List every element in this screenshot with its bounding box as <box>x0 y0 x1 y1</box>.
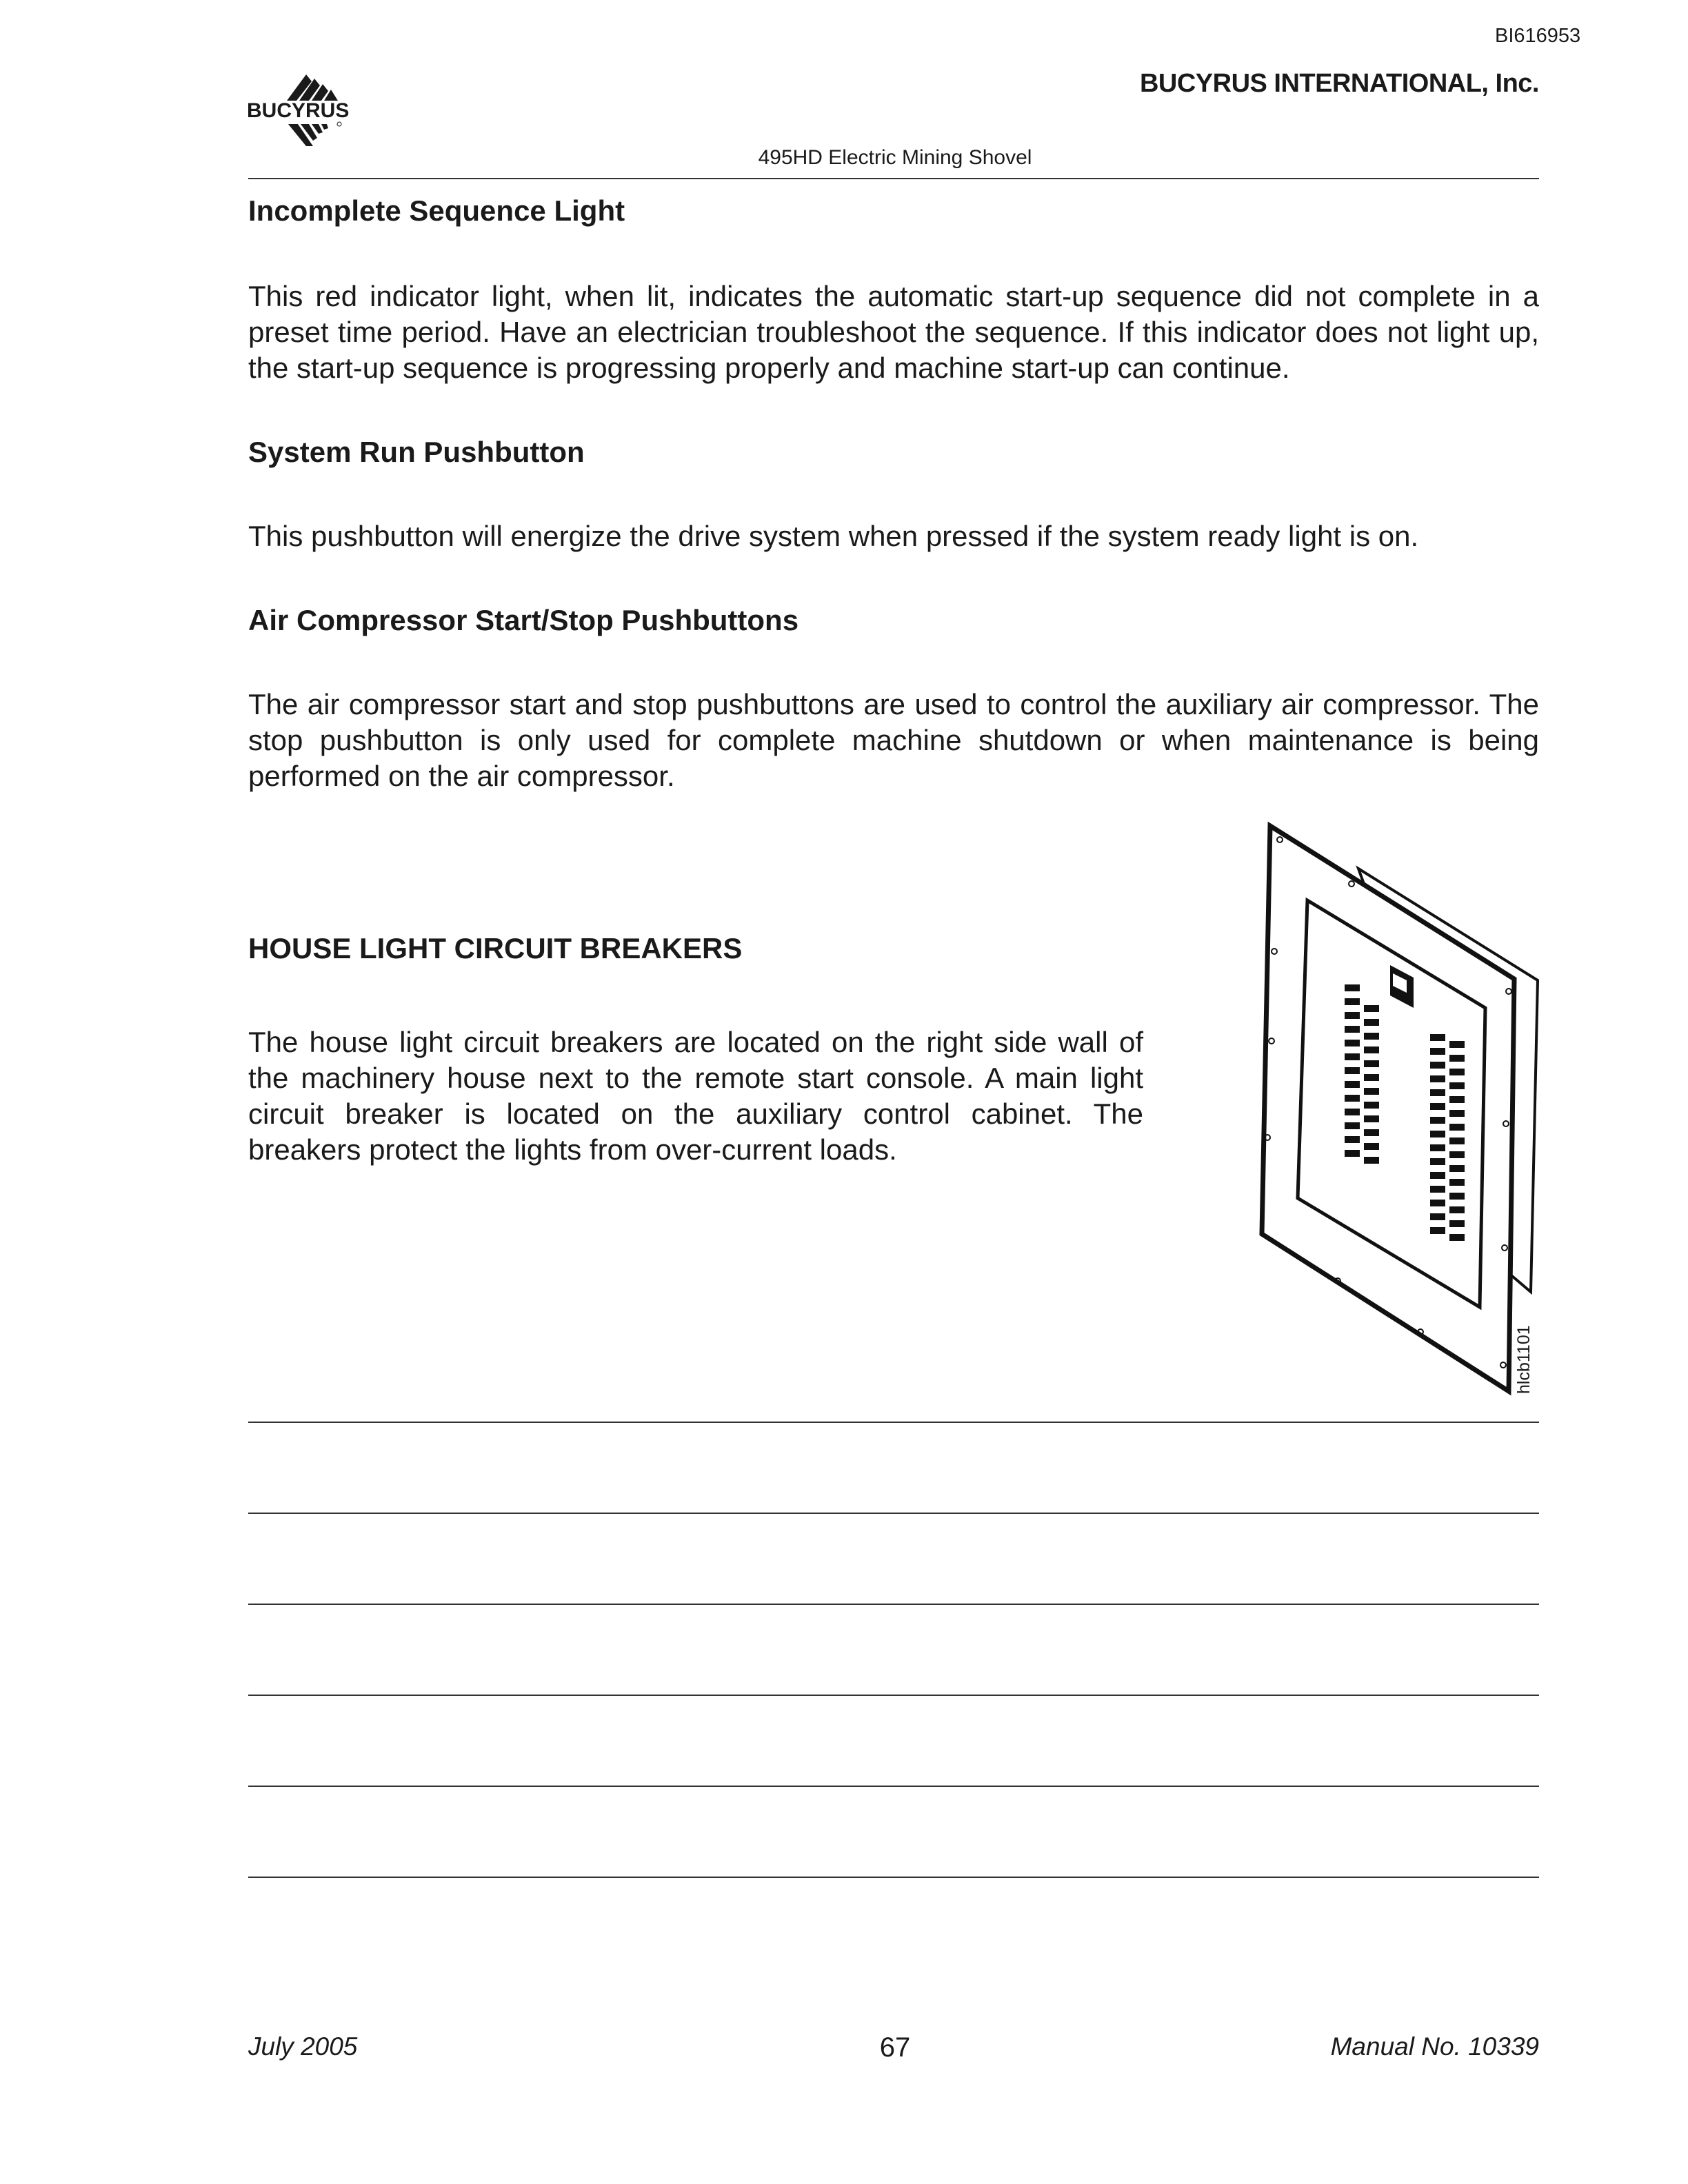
heading-air-compressor: Air Compressor Start/Stop Pushbuttons <box>248 604 799 636</box>
heading-system-run-pushbutton: System Run Pushbutton <box>248 436 585 468</box>
document-subtitle: 495HD Electric Mining Shovel <box>758 146 1032 169</box>
document-id: BI616953 <box>1495 25 1581 47</box>
paragraph-house-light-circuit-breakers: The house light circuit breakers are located on the right side wall of the machinery house next to the remote start console. A main light circuit breaker is located on the auxiliary control cabinet. The breakers protect the lights from over-current loads. <box>248 1026 1143 1166</box>
bucyrus-logo <box>245 69 371 150</box>
heading-house-light-circuit-breakers: HOUSE LIGHT CIRCUIT BREAKERS <box>248 932 743 964</box>
note-line <box>248 1877 1539 1878</box>
figure-id: hlcb1101 <box>1514 1325 1534 1394</box>
header-rule <box>248 178 1539 179</box>
svg-text:BUCYRUS: BUCYRUS <box>247 99 350 122</box>
paragraph-incomplete-sequence-light: This red indicator light, when lit, indicates the automatic start-up sequence did not complete in a preset time period. Have an electrician troubleshoot the sequence. If this indicator does not light up, the start-up sequence is progressing properly and machine start-up can continue. <box>248 280 1539 384</box>
company-name: BUCYRUS INTERNATIONAL, Inc. <box>1139 69 1539 98</box>
page-number: 67 <box>879 2032 911 2063</box>
note-line <box>248 1695 1539 1696</box>
footer-manual-number: Manual No. 10339 <box>1330 2032 1539 2061</box>
note-line <box>248 1786 1539 1787</box>
circuit-breaker-panel-icon <box>1255 820 1545 1398</box>
footer-date: July 2005 <box>248 2032 358 2061</box>
paragraph-air-compressor: The air compressor start and stop pushbuttons are used to control the auxiliary air compressor. The stop pushbutton is only used for complete machine shutdown or when maintenance is being performed on the air compressor. <box>248 688 1539 792</box>
paragraph-system-run-pushbutton: This pushbutton will energize the drive system when pressed if the system ready light is on. <box>248 520 1419 552</box>
note-line <box>248 1513 1539 1514</box>
note-line <box>248 1604 1539 1605</box>
note-line <box>248 1422 1539 1423</box>
heading-incomplete-sequence-light: Incomplete Sequence Light <box>248 194 625 227</box>
